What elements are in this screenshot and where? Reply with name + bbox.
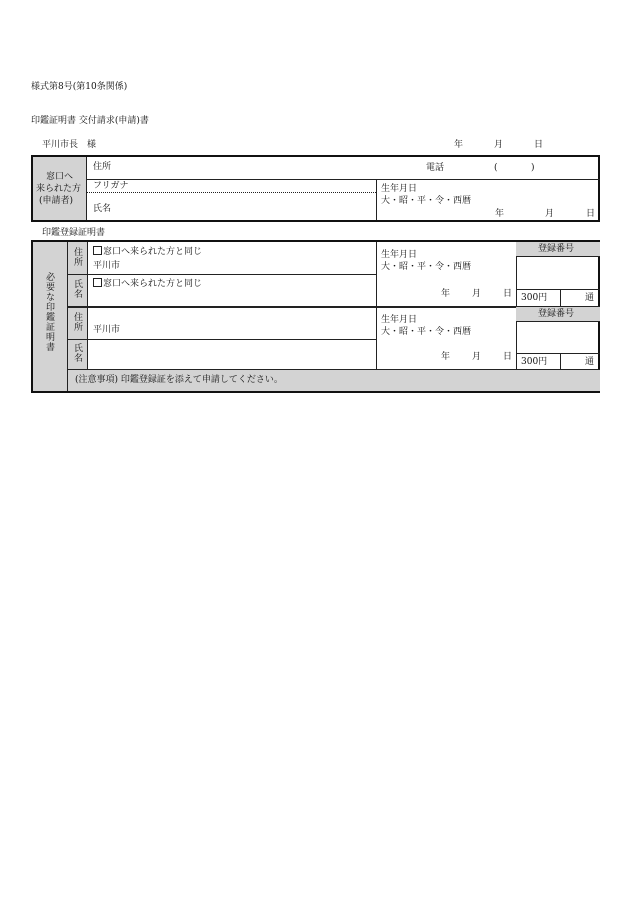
cert1-same-address-checkbox[interactable] bbox=[93, 246, 202, 257]
applicant-table bbox=[31, 155, 600, 222]
note-text: (注意事項) 印鑑登録証を添えて申請してください。 bbox=[75, 375, 283, 385]
cert1-reg-no-label: 登録番号 bbox=[538, 244, 575, 254]
cert1-address-label: 住所 bbox=[72, 247, 82, 267]
applicant-label-line3: (申請者) bbox=[39, 196, 74, 206]
applicant-phone-label: 電話 bbox=[426, 163, 445, 173]
date-year: 年 bbox=[454, 140, 464, 150]
cert1-year: 年 bbox=[441, 289, 451, 299]
cert2-birth-label: 生年月日 bbox=[381, 315, 418, 325]
applicant-address-field[interactable] bbox=[123, 159, 403, 177]
cert2-copies: 通 bbox=[585, 357, 595, 367]
applicant-birth-month: 月 bbox=[545, 209, 555, 219]
phone-paren-close: ) bbox=[531, 163, 535, 173]
cert1-copies: 通 bbox=[585, 293, 595, 303]
applicant-birth-label: 生年月日 bbox=[381, 184, 418, 194]
cert1-city: 平川市 bbox=[93, 261, 121, 271]
cert1-birth-label: 生年月日 bbox=[381, 250, 418, 260]
cert2-month: 月 bbox=[472, 352, 482, 362]
date-day: 日 bbox=[534, 140, 544, 150]
cert2-address-label: 住所 bbox=[72, 312, 82, 332]
cert1-name-label: 氏名 bbox=[72, 279, 82, 299]
cert1-same-name-label: 窓口へ来られた方と同じ bbox=[103, 279, 203, 289]
cert2-fee: 300円 bbox=[521, 357, 548, 367]
certificates-table bbox=[31, 240, 600, 393]
applicant-furigana-label: フリガナ bbox=[93, 181, 129, 191]
form-number: 様式第8号(第10条関係) bbox=[31, 82, 128, 92]
date-month: 月 bbox=[494, 140, 504, 150]
checkbox-icon bbox=[93, 246, 102, 255]
cert2-era-options: 大・昭・平・令・西暦 bbox=[381, 327, 472, 337]
cert1-fee: 300円 bbox=[521, 293, 548, 303]
applicant-label-line2: 来られた方 bbox=[36, 184, 82, 194]
document-title: 印鑑証明書 交付請求(申請)書 bbox=[31, 116, 149, 126]
certificates-side-label: 必要な印鑑証明書 bbox=[44, 272, 54, 352]
checkbox-icon bbox=[93, 278, 102, 287]
cert1-day: 日 bbox=[503, 289, 513, 299]
cert1-same-address-label: 窓口へ来られた方と同じ bbox=[103, 247, 203, 257]
phone-paren-open: ( bbox=[494, 163, 498, 173]
applicant-birth-day: 日 bbox=[586, 209, 596, 219]
applicant-label-line1: 窓口へ bbox=[46, 172, 74, 182]
cert1-month: 月 bbox=[472, 289, 482, 299]
cert2-day: 日 bbox=[503, 352, 513, 362]
cert2-reg-no-label: 登録番号 bbox=[538, 309, 575, 319]
applicant-address-label: 住所 bbox=[93, 162, 112, 172]
cert2-name-label: 氏名 bbox=[72, 343, 82, 363]
cert1-era-options: 大・昭・平・令・西暦 bbox=[381, 262, 472, 272]
cert2-year: 年 bbox=[441, 352, 451, 362]
cert1-same-name-checkbox[interactable] bbox=[93, 278, 202, 289]
applicant-era-options: 大・昭・平・令・西暦 bbox=[381, 196, 472, 206]
section-title: 印鑑登録証明書 bbox=[42, 228, 106, 238]
applicant-name-label: 氏名 bbox=[93, 204, 112, 214]
applicant-birth-year: 年 bbox=[495, 209, 505, 219]
addressee: 平川市長 様 bbox=[42, 140, 97, 150]
cert2-city: 平川市 bbox=[93, 325, 121, 335]
